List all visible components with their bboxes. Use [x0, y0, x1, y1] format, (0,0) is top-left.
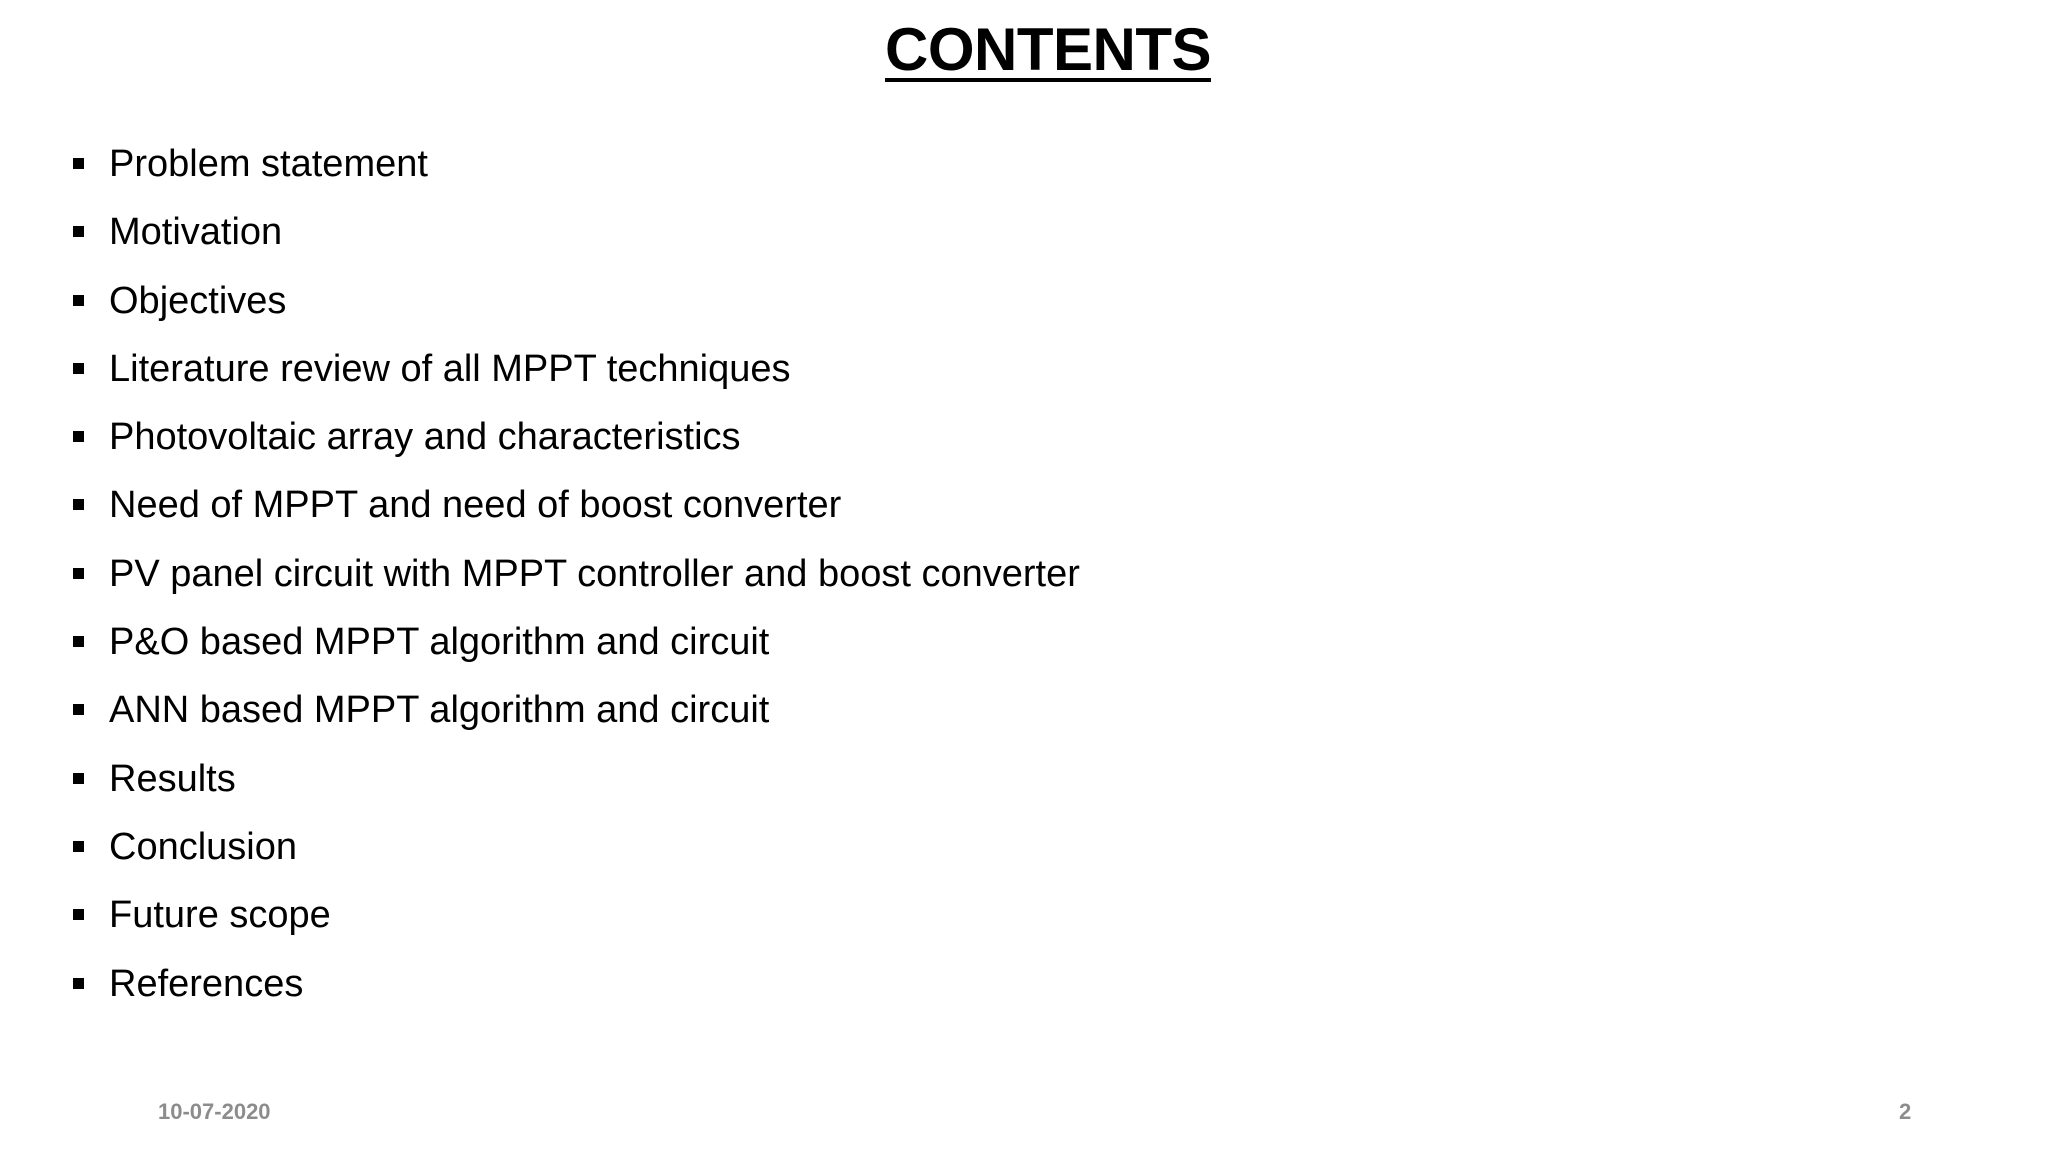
list-item: [0, 267, 1080, 335]
list-item-text: P&O based MPPT algorithm and circuit: [109, 621, 770, 664]
list-item-text: PV panel circuit with MPPT controller and boost converter: [109, 552, 1080, 595]
list-item: [0, 403, 1080, 471]
slide-number: 2: [1899, 1099, 1912, 1124]
list-item: [0, 608, 1080, 676]
square-bullet-icon: [73, 841, 84, 852]
square-bullet-icon: [73, 431, 84, 442]
list-item: [0, 881, 1080, 949]
list-item: [0, 540, 1080, 608]
list-item: [0, 813, 1080, 881]
slide-title: CONTENTS: [885, 16, 1211, 83]
list-item-text: Motivation: [109, 211, 283, 254]
list-item: [0, 950, 1080, 1018]
list-item-text: Objectives: [109, 279, 287, 322]
list-item-text: References: [109, 962, 304, 1005]
square-bullet-icon: [73, 909, 84, 920]
contents-list: [0, 130, 1080, 1018]
square-bullet-icon: [73, 568, 84, 579]
square-bullet-icon: [73, 636, 84, 647]
list-item: [0, 676, 1080, 744]
list-item-text: Future scope: [109, 894, 331, 937]
list-item: [0, 745, 1080, 813]
list-item: [0, 130, 1080, 198]
list-item-text: Conclusion: [109, 825, 297, 868]
square-bullet-icon: [73, 704, 84, 715]
square-bullet-icon: [73, 499, 84, 510]
square-bullet-icon: [73, 773, 84, 784]
square-bullet-icon: [73, 363, 84, 374]
list-item: [0, 335, 1080, 403]
list-item-text: Problem statement: [109, 143, 428, 185]
square-bullet-icon: [73, 158, 84, 169]
list-item-text: Photovoltaic array and characteristics: [109, 416, 741, 459]
list-item-text: Results: [109, 757, 236, 800]
list-item: [0, 471, 1080, 539]
list-item-text: ANN based MPPT algorithm and circuit: [109, 689, 770, 732]
list-item-text: Literature review of all MPPT techniques: [109, 347, 791, 390]
square-bullet-icon: [73, 226, 84, 237]
footer-date: 10-07-2020: [158, 1099, 271, 1124]
square-bullet-icon: [73, 295, 84, 306]
square-bullet-icon: [73, 978, 84, 989]
list-item: [0, 198, 1080, 266]
list-item-text: Need of MPPT and need of boost converter: [109, 484, 842, 527]
